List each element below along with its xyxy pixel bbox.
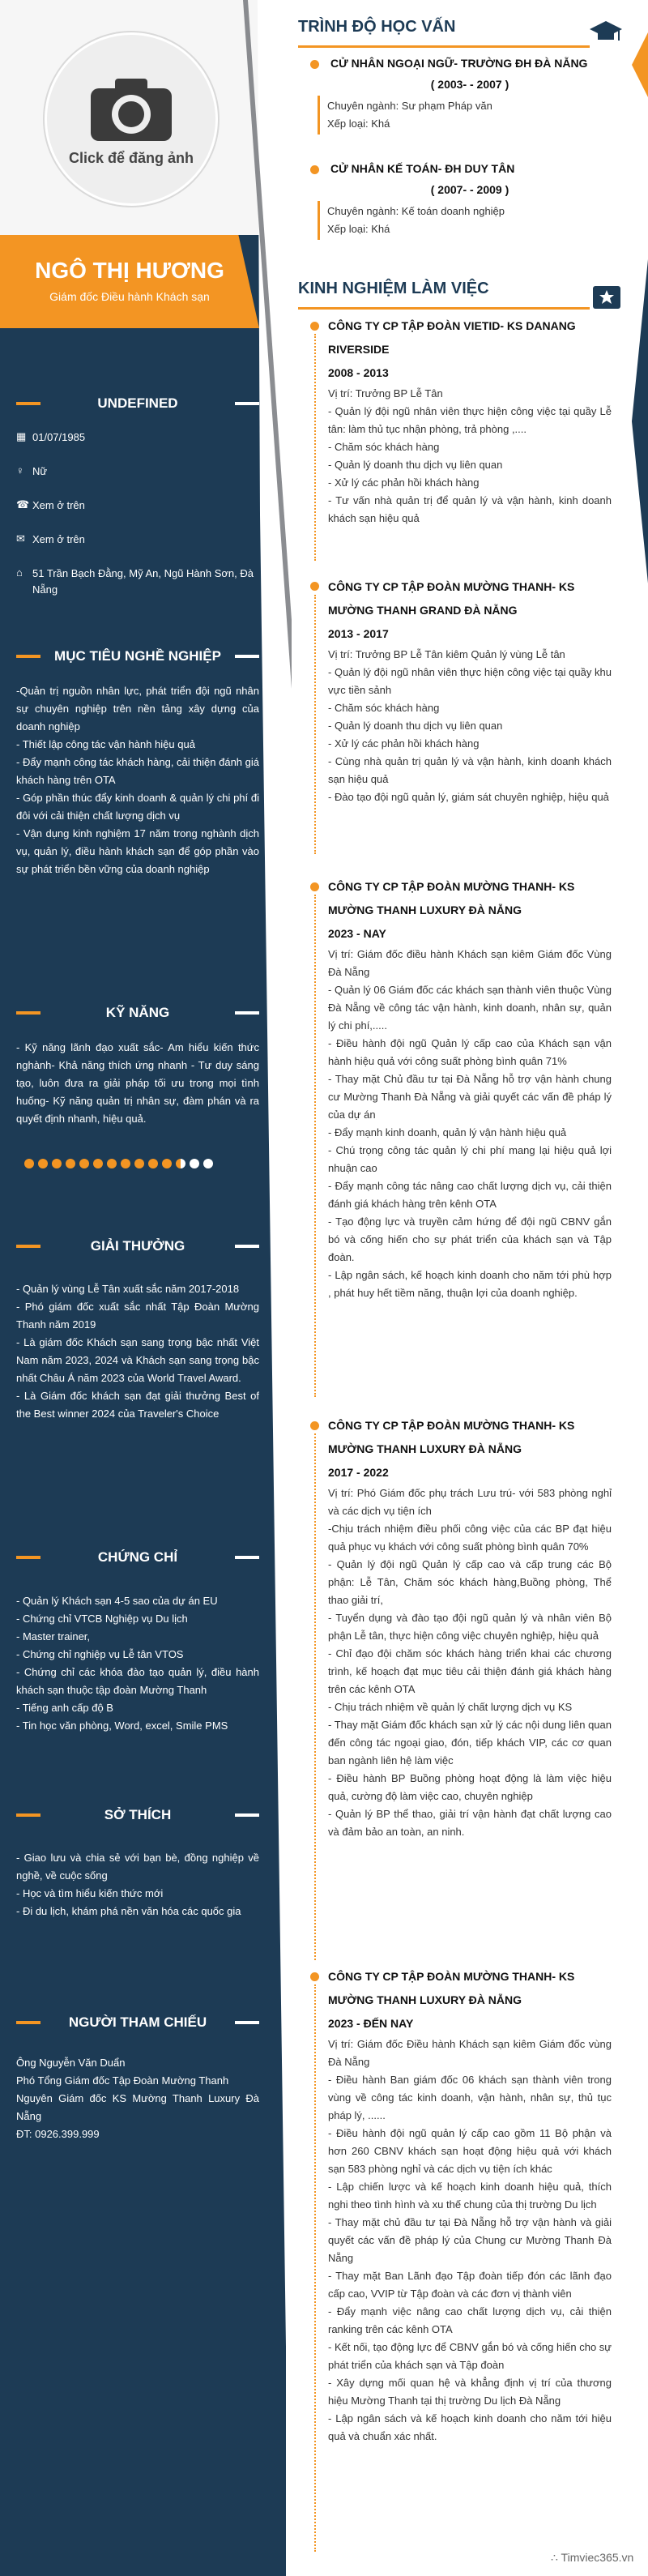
job-company: CÔNG TY CP TẬP ĐOÀN MƯỜNG THANH- KS MƯỜNG THANH LUXURY ĐÀ NẴNG: [328, 1970, 575, 2006]
job-item: CÔNG TY CP TẬP ĐOÀN VIETID- KS DANANG RIVERSIDE 2008 - 2013 Vị trí: Trưởng BP Lễ Tân - Quản lý đội ngũ nhân viên thực hiện công việc tại quầy Lễ tân: làm thủ tục nhận phòng, trả phòng ,.... - Chăm sóc khách hàng - Quản lý doanh thu dịch vụ liên quan - Xử lý các phản hồi khách hàng - Tư vấn nhà quản trị để quản lý và vận hành, kinh doanh khách sạn hiệu quả: [308, 314, 612, 528]
location-icon: ⌂: [16, 566, 23, 579]
address: 51 Trần Bạch Đằng, Mỹ An, Ngũ Hành Sơn, Đà Nẵng: [32, 567, 254, 596]
graduation-cap-icon: [590, 18, 622, 45]
job-item: CÔNG TY CP TẬP ĐOÀN MƯỜNG THANH- KS MƯỜNG THANH GRAND ĐÀ NẴNG 2013 - 2017 Vị trí: Trưởng BP Lễ Tân kiêm Quản lý vùng Lễ tân - Quản lý đội ngũ nhân viên thực hiện công việc tại quầy khu vực tiền sảnh - Chăm sóc khách hàng - Quản lý doanh thu dịch vụ liên quan - Xử lý các phản hồi khách hàng - Cùng nhà quản trị quản lý và vận hành, kinh doanh khách sạn hiệu quả - Đào tạo đội ngũ quản lý, giám sát chuyên nghiệp, hiệu quả: [308, 575, 612, 806]
candidate-role: Giám đốc Điều hành Khách sạn: [49, 290, 210, 303]
logo-icon: ∴: [551, 2551, 561, 2564]
job-item: CÔNG TY CP TẬP ĐOÀN MƯỜNG THANH- KS MƯỜNG THANH LUXURY ĐÀ NẴNG 2017 - 2022 Vị trí: Phó Giám đốc phụ trách Lưu trú- với 583 phòng nghỉ và các dịch vụ tiện ích -Chịu trách nhiệm điều phối công việc của các BP đạt hiệu quả phục vụ khách với công suất phòng bình quân 70% - Quản lý đội ngũ Quản lý cấp cao và cấp trung các Bộ phận: Lễ Tân, Chăm sóc khách hàng,Buồng phòng, Thể thao giải trí, - Tuyển dụng và đào tạo đội ngũ quản lý và nhân viên Bộ phận Lễ tân, thực hiện công việc chuyên nghiệp, hiệu quả - Chỉ đạo đội chăm sóc khách hàng triển khai các chương trình, kế hoạch đạt mục tiêu cải thiện đánh giá khách hàng trên các kênh OTA - Chịu trách nhiệm về quản lý chất lượng dịch vụ KS - Thay mặt Giám đốc khách sạn xử lý các nội dung liên quan đến công tác ngoại giao, đón, tiếp khách VIP, các cơ quan ban ngành liên hệ làm việc - Điều hành BP Buồng phòng hoạt động là làm việc hiệu quả, cường độ làm việc cao, chuyên nghiệp - Quản lý BP thể thao, giải trí vận hành đạt chất lượng cao và đảm bảo an toàn, an ninh.: [308, 1414, 612, 1841]
job-company: CÔNG TY CP TẬP ĐOÀN MƯỜNG THANH- KS MƯỜNG THANH GRAND ĐÀ NẴNG: [328, 580, 575, 617]
personal-info: [16, 429, 259, 616]
education-item: [316, 57, 624, 133]
section-title-objective: MỤC TIÊU NGHỀ NGHIỆP: [16, 648, 259, 664]
section-title-info: UNDEFINED: [16, 395, 259, 412]
star-badge-icon: [591, 283, 622, 310]
photo-upload-label: Click để đăng ảnh: [68, 149, 194, 166]
email: Xem ở trên: [32, 533, 85, 545]
education-item: [316, 162, 624, 238]
gender: Nữ: [32, 465, 48, 477]
section-title-awards: GIẢI THƯỞNG: [16, 1238, 259, 1254]
job-company: CÔNG TY CP TẬP ĐOÀN VIETID- KS DANANG RIVERSIDE: [328, 319, 576, 356]
job-item: CÔNG TY CP TẬP ĐOÀN MƯỜNG THANH- KS MƯỜNG THANH LUXURY ĐÀ NẴNG 2023 - NAY Vị trí: Giám đốc điều hành Khách sạn kiêm Giám đốc Vùng Đà Nẵng - Quản lý 06 Giám đốc các khách sạn thành viên thuộc Vùng Đà Nẵng về công tác vận hành, kinh doanh, nhân sự, quản lý chi phí,..... - Điều hành đội ngũ Quản lý cấp cao của Khách sạn vận hành hiệu quả với công suất phòng bình quân 71% - Thay mặt Chủ đầu tư tại Đà Nẵng hỗ trợ vận hành chung cư Mường Thanh Đà Nẵng và giải quyết các vấn đề pháp lý của dự án - Đẩy mạnh kinh doanh, quản lý vận hành hiệu quả - Chú trọng công tác quản lý chi phí mang lại hiệu quả lợi nhuận cao - Đẩy mạnh công tác nâng cao chất lượng dịch vụ, cải thiện đánh giá khách hàng trên kênh OTA - Tạo động lực và truyền cảm hứng để đội ngũ CBNV gắn bó và cống hiến cho sự phát triển của khách sạn và Tập đoàn. - Lập ngân sách, kế hoạch kinh doanh cho năm tới phù hợp , phát huy hết tiềm năng, thuận lợi của doanh nghiệp.: [308, 875, 612, 1302]
objective-text: -Quản trị nguồn nhân lực, phát triển đội ngũ nhân sự chuyên nghiệp trên nền tảng xây dựng của doanh nghiệp - Thiết lập công tác vận hành hiệu quả - Đẩy mạnh công tác khách hàng, cải thiện đánh giá khách hàng trên OTA - Góp phần thúc đẩy kinh doanh & quản lý chi phí đi đôi với cải thiện chất lượng dịch vụ - Vận dụng kinh nghiệm 17 năm trong nghành dịch vụ, quản lý, điều hành khách sạn để góp phần vào sự phát triển bền vững của doanh nghiệp: [16, 685, 259, 875]
edu-period: ( 2003- - 2007 ): [430, 78, 509, 91]
job-period: 2023 - ĐẾN NAY: [328, 2017, 414, 2030]
email-icon: ✉: [16, 532, 25, 545]
job-company: CÔNG TY CP TẬP ĐOÀN MƯỜNG THANH- KS MƯỜNG THANH LUXURY ĐÀ NẴNG: [328, 880, 575, 916]
skills-text: - Kỹ năng lãnh đạo xuất sắc- Am hiểu kiến thức nghành- Khả năng thích ứng nhanh - Tư duy sáng tạo, luôn đưa ra giải pháp tối ưu trong mọi tình huống- Kỹ năng quản trị nhân sự, đàm phán và ra quyết định nhanh, hiệu quả.: [16, 1041, 259, 1125]
calendar-icon: ▦: [16, 430, 27, 442]
job-company: CÔNG TY CP TẬP ĐOÀN MƯỜNG THANH- KS MƯỜNG THANH LUXURY ĐÀ NẴNG: [328, 1419, 575, 1455]
section-title-experience: KINH NGHIỆM LÀM VIỆC: [298, 280, 630, 298]
camera-icon: [87, 72, 176, 145]
phone-icon: ☎: [16, 498, 30, 511]
section-title-certs: CHỨNG CHỈ: [16, 1549, 259, 1566]
job-period: 2013 - 2017: [328, 627, 389, 640]
edu-grade: Xếp loại: Khá: [327, 223, 390, 235]
section-title-hobbies: SỞ THÍCH: [16, 1807, 259, 1823]
job-period: 2017 - 2022: [328, 1466, 389, 1479]
birthday: 01/07/1985: [32, 431, 86, 443]
avatar-upload[interactable]: [45, 32, 218, 206]
gender-icon: ♀: [16, 464, 24, 476]
job-period: 2008 - 2013: [328, 366, 389, 379]
edu-school: CỬ NHÂN NGOẠI NGỮ- TRƯỜNG ĐH ĐÀ NẴNG: [330, 57, 588, 70]
references-text: Ông Nguyễn Văn Duẩn Phó Tổng Giám đốc Tập Đoàn Mường Thanh Nguyên Giám đốc KS Mường Thanh Luxury Đà Nẵng ĐT: 0926.399.999: [16, 2057, 259, 2140]
edu-grade: Xếp loại: Khá: [327, 117, 390, 130]
edu-major: Chuyên ngành: Sư phạm Pháp văn: [327, 100, 492, 112]
edu-major: Chuyên ngành: Kế toán doanh nghiệp: [327, 205, 505, 217]
certs-text: - Quản lý Khách sạn 4-5 sao của dự án EU - Chứng chỉ VTCB Nghiệp vụ Du lịch - Master trainer, - Chứng chỉ nghiệp vụ Lễ tân VTOS - Chứng chỉ các khóa đào tạo quản lý, điều hành khách sạn thuộc tập đoàn Mường Thanh - Tiếng anh cấp độ B - Tin học văn phòng, Word, excel, Smile PMS: [16, 1595, 259, 1732]
candidate-name: NGÔ THỊ HƯƠNG: [35, 258, 224, 283]
section-title-education: TRÌNH ĐỘ HỌC VẤN: [298, 18, 630, 36]
awards-text: - Quản lý vùng Lễ Tân xuất sắc năm 2017-2018 - Phó giám đốc xuất sắc nhất Tập Đoàn Mường Thanh năm 2019 - Là giám đốc Khách sạn sang trọng bậc nhất Việt Nam năm 2023, 2024 và Khách sạn sang trọng bậc nhất Châu Á năm 2023 của World Travel Award. - Là Giám đốc khách sạn đạt giải thưởng Best of the Best winner 2024 của Traveler's Choice: [16, 1283, 259, 1420]
phone: Xem ở trên: [32, 499, 85, 511]
section-title-references: NGƯỜI THAM CHIẾU: [16, 2014, 259, 2031]
hobbies-text: - Giao lưu và chia sẻ với bạn bè, đồng nghiệp về nghề, về cuộc sống - Học và tìm hiểu kiến thức mới - Đi du lịch, khám phá nền văn hóa các quốc gia: [16, 1852, 259, 1917]
job-period: 2023 - NAY: [328, 927, 386, 940]
footer-brand: ∴ Timviec365.vn: [551, 2551, 634, 2564]
section-title-skills: KỸ NĂNG: [16, 1005, 259, 1021]
edu-period: ( 2007- - 2009 ): [430, 183, 509, 196]
skill-level-dots: [24, 1159, 213, 1168]
job-item: CÔNG TY CP TẬP ĐOÀN MƯỜNG THANH- KS MƯỜNG THANH LUXURY ĐÀ NẴNG 2023 - ĐẾN NAY Vị trí: Giám đốc Điều hành Khách sạn kiêm Giám đốc vùng Đà Nẵng - Điều hành Ban giám đốc 06 khách sạn thành viên trong vùng về công tác kinh doanh, vận hành, nhân sự, thủ tục pháp lý, ...... - Điều hành đội ngũ quản lý cấp cao gồm 11 Bộ phận và hơn 260 CBNV khách sạn hoạt động hiệu quả với khách sạn 583 phòng nghỉ và các dịch vụ tiện ích khác - Lập chiến lược và kế hoạch kinh doanh hiệu quả, thích nghi theo tình hình và xu thế chung của thị trường Du lịch - Thay mặt chủ đầu tư tại Đà Nẵng hỗ trợ vận hành và giải quyết các vấn đề pháp lý của Chung cư Mường Thanh Đà Nẵng - Thay mặt Ban Lãnh đạo Tập đoàn tiếp đón các lãnh đạo cấp cao, VVIP từ Tập đoàn và các đơn vị thành viên - Đẩy mạnh việc nâng cao chất lượng dịch vụ, cải thiện ranking trên các kênh OTA - Kết nối, tạo động lực để CBNV gắn bó và cống hiến cho sự phát triển của khách sạn và Tập đoàn - Xây dựng mối quan hệ và khẳng định vị trí của thương hiệu Mường Thanh tại thị trường Du lịch Đà Nẵng - Lập ngân sách và kế hoạch kinh doanh cho năm tới hiệu quả và chuẩn xác nhất.: [308, 1965, 612, 2446]
edu-school: CỬ NHÂN KẾ TOÁN- ĐH DUY TÂN: [330, 162, 515, 175]
